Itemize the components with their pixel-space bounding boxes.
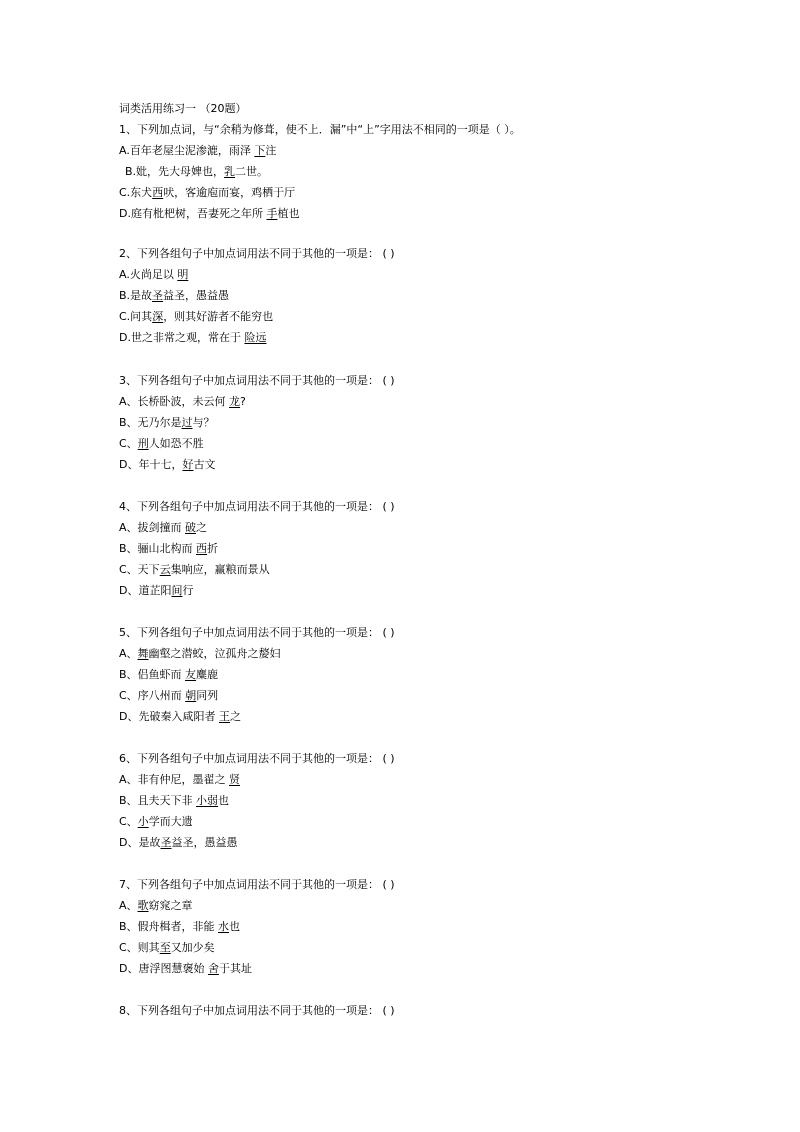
option-text: 同列 — [196, 689, 219, 702]
highlighted-word: 圣 — [160, 836, 172, 849]
option-text: 益圣，愚益愚 — [171, 836, 238, 849]
option-line — [119, 144, 276, 158]
highlighted-word: 小 — [137, 815, 149, 828]
option-text: 集响应，赢粮而景从 — [170, 563, 270, 576]
highlighted-word: 下 — [254, 144, 266, 157]
option-text: 之 — [196, 521, 208, 534]
option-line — [119, 794, 229, 808]
option-text: D、道芷阳 — [119, 584, 172, 597]
option-text: C、序八州而 — [119, 689, 186, 702]
option-text: 与？ — [192, 416, 215, 429]
highlighted-word: 西 — [152, 186, 164, 199]
highlighted-word: 朝 — [185, 689, 197, 702]
option-text: A.火尚足以 — [119, 268, 178, 281]
option-line — [119, 962, 252, 976]
option-text: D.庭有枇杷树，吾妻死之年所 — [119, 207, 267, 220]
option-line — [119, 773, 240, 787]
highlighted-word: 小弱 — [196, 794, 219, 807]
option-text: C、则其 — [119, 941, 160, 954]
option-text: B、且夫天下非 — [119, 794, 197, 807]
highlighted-word: 至 — [159, 941, 171, 954]
option-line — [119, 331, 266, 345]
option-text: C、 — [119, 815, 138, 828]
highlighted-word: 深 — [152, 310, 164, 323]
option-line — [119, 395, 246, 409]
option-text: D、年十七， — [119, 458, 183, 471]
highlighted-word: 王 — [218, 710, 230, 723]
highlighted-word: 龙 — [229, 395, 241, 408]
highlighted-word: 友 — [185, 668, 197, 681]
highlighted-word: 贤 — [229, 773, 241, 786]
option-line — [119, 836, 237, 850]
option-text: 于其址 — [218, 962, 252, 975]
option-line — [119, 542, 218, 556]
highlighted-word: 西 — [196, 542, 208, 555]
option-text: C.问其 — [119, 310, 153, 323]
option-text: ，则其好游者不能穷也 — [163, 310, 274, 323]
option-text: 益圣，愚益愚 — [163, 289, 230, 302]
option-text: D、唐浮图慧褒始 — [119, 962, 208, 975]
option-text: A、 — [119, 899, 138, 912]
option-line — [119, 437, 204, 451]
highlighted-word: 破 — [185, 521, 197, 534]
option-line — [119, 186, 295, 200]
option-text: A、长桥卧波，未云何 — [119, 395, 230, 408]
option-text: 麋鹿 — [196, 668, 219, 681]
option-text: 注 — [265, 144, 277, 157]
question-stem: 7、下列各组句子中加点词用法不同于其他的一项是： ( ) — [119, 878, 395, 891]
option-line — [119, 521, 207, 535]
option-text: 吠，客逾庖而宴，鸡栖于厅 — [163, 186, 296, 199]
option-text: ? — [240, 395, 246, 408]
question-stem: 1、下列加点词，与“余稍为修葺，使不上．漏”中“上”字用法不相同的一项是（ ）。 — [119, 123, 521, 136]
question-stem: 5、下列各组句子中加点词用法不同于其他的一项是： ( ) — [119, 626, 395, 639]
highlighted-word: 乳 — [224, 165, 236, 178]
option-text: D、先破秦入咸阳者 — [119, 710, 219, 723]
question-stem: 3、下列各组句子中加点词用法不同于其他的一项是： ( ) — [119, 374, 395, 387]
highlighted-word: 险远 — [244, 331, 267, 344]
highlighted-word: 云 — [159, 563, 171, 576]
option-line — [119, 668, 218, 682]
option-line — [119, 710, 241, 724]
option-line — [119, 458, 215, 472]
option-text: B.妣，先大母婢也， — [125, 165, 225, 178]
option-text: 也 — [229, 920, 241, 933]
question-stem: 8、下列各组句子中加点词用法不同于其他的一项是： ( ) — [119, 1004, 395, 1017]
option-text: 植也 — [277, 207, 300, 220]
option-line — [119, 207, 299, 221]
option-text: A、 — [119, 647, 138, 660]
option-text: 学而大遗 — [148, 815, 193, 828]
highlighted-word: 手 — [266, 207, 278, 220]
option-line — [119, 310, 273, 324]
option-text: B、无乃尔是 — [119, 416, 182, 429]
question-stem: 4、下列各组句子中加点词用法不同于其他的一项是： ( ) — [119, 500, 395, 513]
highlighted-word: 水 — [218, 920, 230, 933]
option-text: B.是故 — [119, 289, 153, 302]
option-line — [119, 815, 193, 829]
option-text: 之 — [229, 710, 241, 723]
highlighted-word: 间 — [171, 584, 183, 597]
option-line — [125, 165, 268, 179]
option-text: 又加少矣 — [170, 941, 215, 954]
option-text: C、 — [119, 437, 138, 450]
option-text: 也 — [218, 794, 230, 807]
highlighted-word: 明 — [177, 268, 189, 281]
option-line — [119, 941, 215, 955]
option-line — [119, 647, 281, 661]
option-line — [119, 689, 218, 703]
highlighted-word: 过 — [181, 416, 193, 429]
option-line — [119, 268, 188, 282]
option-text: B、假舟楫者，非能 — [119, 920, 219, 933]
option-text: 幽壑之潜蛟，泣孤舟之嫠妇 — [148, 647, 281, 660]
option-line — [119, 899, 193, 913]
option-text: D、是故 — [119, 836, 161, 849]
highlighted-word: 好 — [182, 458, 194, 471]
option-text: D.世之非常之观，常在于 — [119, 331, 245, 344]
option-text: A、非有仲尼，墨翟之 — [119, 773, 230, 786]
option-text: 折 — [207, 542, 219, 555]
option-text: A.百年老屋尘泥渗漉，雨泽 — [119, 144, 255, 157]
option-text: 二世。 — [235, 165, 269, 178]
highlighted-word: 舞 — [137, 647, 149, 660]
highlighted-word: 刑 — [137, 437, 149, 450]
option-text: C、天下 — [119, 563, 160, 576]
option-text: B、骊山北构而 — [119, 542, 197, 555]
option-text: B、侣鱼虾而 — [119, 668, 186, 681]
option-line — [119, 920, 240, 934]
option-text: 古文 — [193, 458, 216, 471]
option-text: C.东犬 — [119, 186, 153, 199]
option-line — [119, 584, 193, 598]
highlighted-word: 歌 — [137, 899, 149, 912]
option-text: 行 — [182, 584, 194, 597]
option-line — [119, 563, 270, 577]
option-line — [119, 416, 215, 430]
highlighted-word: 舍 — [207, 962, 219, 975]
option-text: A、拔剑撞而 — [119, 521, 186, 534]
page-title: 词类活用练习一 （20题） — [119, 102, 247, 115]
option-line — [119, 289, 229, 303]
highlighted-word: 圣 — [152, 289, 164, 302]
question-stem: 6、下列各组句子中加点词用法不同于其他的一项是： ( ) — [119, 752, 395, 765]
option-text: 窈窕之章 — [148, 899, 193, 912]
question-stem: 2、下列各组句子中加点词用法不同于其他的一项是： ( ) — [119, 247, 395, 260]
option-text: 人如恐不胜 — [148, 437, 204, 450]
